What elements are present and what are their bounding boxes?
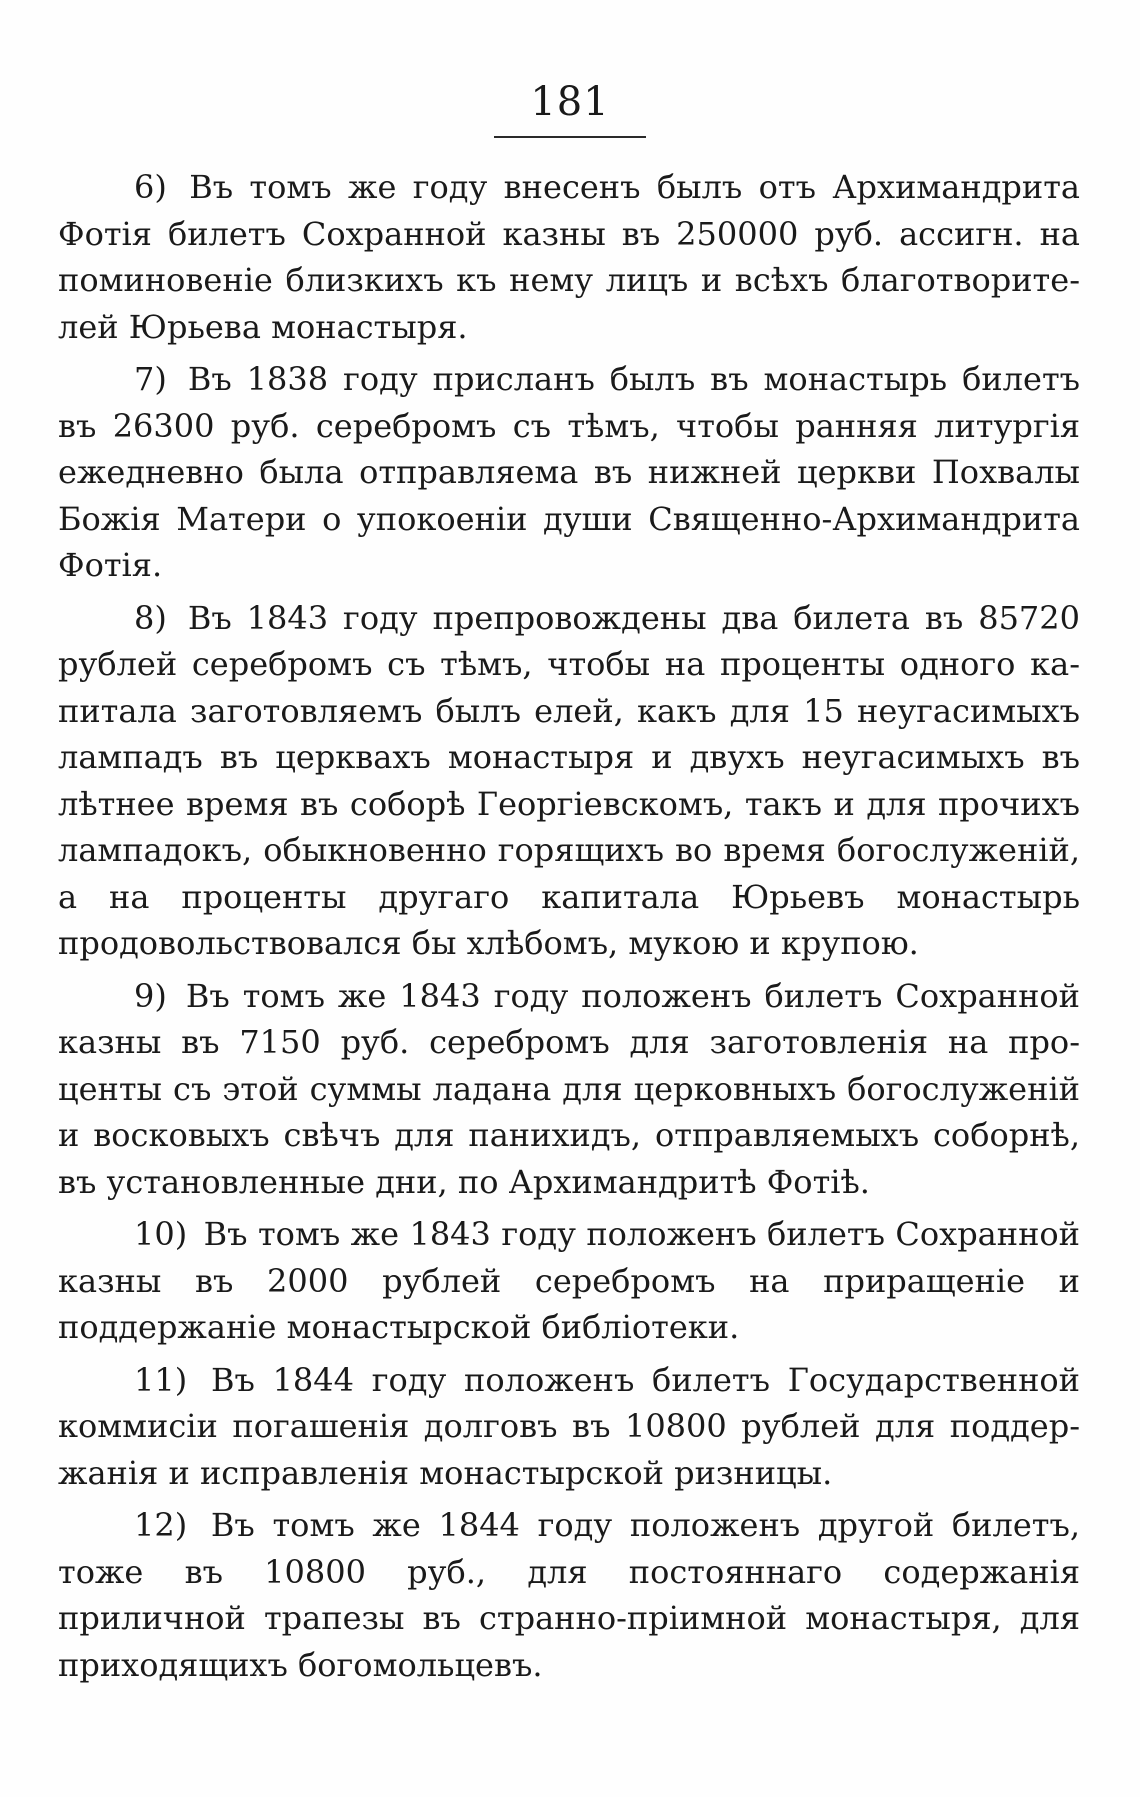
paragraph-text: Въ томъ же 1844 году положенъ другой билетъ, тоже въ 10800 руб., для постояннаго содержанія приличной трапезы въ странно-пріимной монастыря, для приходящихъ богомольцевъ. (58, 1506, 1081, 1684)
paragraph-number: 10) (134, 1215, 188, 1253)
paragraph-number: 11) (134, 1360, 188, 1399)
paragraph-text: Въ томъ же 1843 году положенъ билетъ Сохранной казны въ 2000 рублей серебромъ на приращеніе и поддержаніе монастырской библіотеки. (58, 1215, 1081, 1346)
paragraph-number: 7) (134, 360, 167, 398)
paragraph-6 (58, 164, 1080, 350)
paragraph-number: 8) (134, 598, 167, 637)
page-number-rule (494, 136, 646, 138)
paragraph-8 (58, 595, 1080, 967)
paragraph-12 (58, 1502, 1080, 1688)
paragraph-text: Въ 1843 году препровождены два билета въ 85720 рублей серебромъ съ тѣмъ, чтобы на проценты одного капитала заготовляемъ былъ елей, какъ для 15 неугасимыхъ лампадъ въ церквахъ монастыря и двухъ неугасимыхъ въ лѣтнее время въ соборѣ Георгіевскомъ, такъ и для прочихъ лампадокъ, обыкновенно горящихъ во время богослуженій, а на проценты другаго капитала Юрьевъ монастырь продовольствовался бы хлѣбомъ, мукою и крупою. (58, 598, 1081, 962)
paragraph-10 (58, 1211, 1080, 1351)
paragraph-text: Въ 1838 году присланъ былъ въ монастырь билетъ въ 26300 руб. серебромъ съ тѣмъ, чтобы ранняя литургія ежедневно была отправляема въ нижней церкви Похвалы Божія Матери о упокоеніи души Священно-Архимандрита Фотія. (58, 360, 1081, 584)
body-text (58, 164, 1080, 1694)
paragraph-number: 12) (134, 1506, 188, 1544)
paragraph-11 (58, 1357, 1080, 1497)
paragraph-7 (58, 356, 1080, 589)
paragraph-text: Въ 1844 году положенъ билетъ Государственной коммисіи погашенія долговъ въ 10800 рублей для поддержанія и исправленія монастырской ризницы. (58, 1360, 1081, 1492)
paragraph-number: 9) (134, 976, 167, 1015)
paragraph-text: Въ томъ же году внесенъ былъ отъ Архимандрита Фотія билетъ Сохранной казны въ 250000 руб. ассигн. на поминовеніе близкихъ къ нему лицъ и всѣхъ благотворителей Юрьева монастыря. (58, 168, 1081, 346)
paragraph-text: Въ томъ же 1843 году положенъ билетъ Сохранной казны въ 7150 руб. серебромъ для заготовленія на проценты съ этой суммы ладана для церковныхъ богослуженій и восковыхъ свѣчъ для панихидъ, отправляемыхъ соборнѣ, въ установленные дни, по Архимандритѣ Фотіѣ. (58, 976, 1081, 1201)
paragraph-number: 6) (134, 168, 167, 206)
paragraph-9 (58, 973, 1080, 1206)
page-number: 181 (530, 79, 610, 125)
